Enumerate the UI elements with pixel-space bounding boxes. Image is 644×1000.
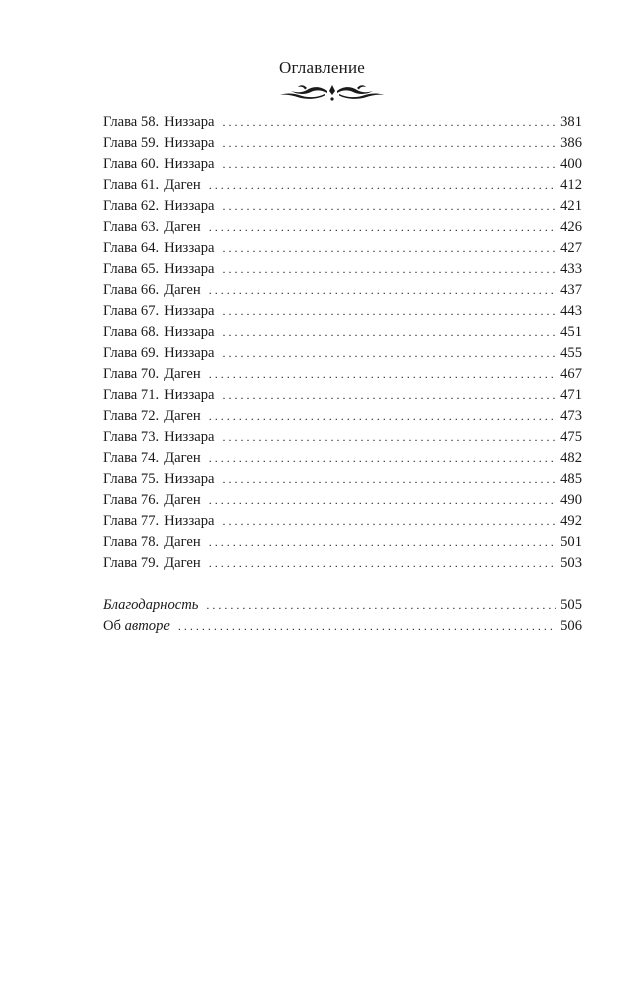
dot-leader bbox=[222, 343, 556, 364]
chapter-number: Глава 67. bbox=[103, 303, 160, 319]
page-number: 475 bbox=[560, 429, 582, 445]
page-number: 451 bbox=[560, 324, 582, 340]
dot-leader bbox=[222, 133, 556, 154]
toc-entry[interactable] bbox=[103, 532, 582, 553]
toc-entry[interactable] bbox=[103, 364, 582, 385]
page-number: 433 bbox=[560, 261, 582, 277]
chapter-label bbox=[103, 511, 214, 532]
dot-leader bbox=[222, 427, 556, 448]
chapter-number: Глава 66. bbox=[103, 282, 160, 298]
chapter-label bbox=[103, 133, 214, 154]
page-title: Оглавление bbox=[279, 58, 365, 77]
chapter-name: Низзара bbox=[164, 387, 215, 403]
dot-leader bbox=[222, 238, 556, 259]
chapter-label bbox=[103, 217, 201, 238]
chapter-name: Даген bbox=[164, 492, 201, 508]
chapter-number: Глава 72. bbox=[103, 408, 160, 424]
toc-entry[interactable] bbox=[103, 301, 582, 322]
chapter-name: Низзара bbox=[164, 240, 215, 256]
page-number: 492 bbox=[560, 513, 582, 529]
page-number: 505 bbox=[560, 597, 582, 613]
dot-leader bbox=[222, 154, 556, 175]
chapter-number: Глава 79. bbox=[103, 555, 160, 571]
chapter-label bbox=[103, 448, 201, 469]
chapter-label bbox=[103, 343, 214, 364]
dot-leader bbox=[222, 196, 556, 217]
dot-leader bbox=[222, 259, 556, 280]
dot-leader bbox=[209, 553, 556, 574]
chapter-label bbox=[103, 532, 201, 553]
dot-leader bbox=[209, 364, 556, 385]
chapter-name: Даген bbox=[164, 366, 201, 382]
toc-entry[interactable] bbox=[103, 259, 582, 280]
chapter-label bbox=[103, 301, 214, 322]
back-matter-prefix: Об bbox=[103, 618, 125, 634]
toc-entry[interactable] bbox=[103, 133, 582, 154]
chapter-number: Глава 76. bbox=[103, 492, 160, 508]
page-number: 501 bbox=[560, 534, 582, 550]
back-matter-title: Благодарность bbox=[103, 597, 199, 613]
dot-leader bbox=[222, 511, 556, 532]
chapter-name: Низзара bbox=[164, 345, 215, 361]
chapter-label bbox=[103, 364, 201, 385]
chapter-name: Низзара bbox=[164, 198, 215, 214]
toc-entry[interactable] bbox=[103, 196, 582, 217]
table-of-contents bbox=[103, 112, 582, 637]
chapter-label bbox=[103, 259, 214, 280]
toc-entry[interactable] bbox=[103, 343, 582, 364]
page-number: 386 bbox=[560, 135, 582, 151]
toc-entry[interactable] bbox=[103, 406, 582, 427]
page-number: 443 bbox=[560, 303, 582, 319]
toc-entry[interactable] bbox=[103, 490, 582, 511]
chapter-label bbox=[103, 112, 214, 133]
chapter-number: Глава 70. bbox=[103, 366, 160, 382]
dot-leader bbox=[222, 385, 556, 406]
chapter-label bbox=[103, 553, 201, 574]
chapter-name: Низзара bbox=[164, 513, 215, 529]
chapter-name: Низзара bbox=[164, 135, 215, 151]
toc-entry[interactable] bbox=[103, 385, 582, 406]
toc-entry[interactable] bbox=[103, 154, 582, 175]
spacer bbox=[103, 574, 582, 595]
page-number: 482 bbox=[560, 450, 582, 466]
chapter-number: Глава 71. bbox=[103, 387, 160, 403]
chapter-label bbox=[103, 469, 214, 490]
dot-leader bbox=[209, 217, 556, 238]
chapter-number: Глава 61. bbox=[103, 177, 160, 193]
back-matter-label bbox=[103, 616, 170, 637]
page-number: 455 bbox=[560, 345, 582, 361]
flourish-divider-icon bbox=[277, 82, 387, 104]
chapter-name: Даген bbox=[164, 282, 201, 298]
page-number: 485 bbox=[560, 471, 582, 487]
chapter-label bbox=[103, 175, 201, 196]
page-number: 437 bbox=[560, 282, 582, 298]
chapter-name: Низзара bbox=[164, 156, 215, 172]
page-number: 381 bbox=[560, 114, 582, 130]
chapter-number: Глава 69. bbox=[103, 345, 160, 361]
chapter-number: Глава 78. bbox=[103, 534, 160, 550]
page-number: 503 bbox=[560, 555, 582, 571]
page-number: 421 bbox=[560, 198, 582, 214]
chapter-name: Низзара bbox=[164, 324, 215, 340]
chapter-name: Низзара bbox=[164, 471, 215, 487]
chapter-number: Глава 63. bbox=[103, 219, 160, 235]
page-number: 427 bbox=[560, 240, 582, 256]
chapter-name: Низзара bbox=[164, 429, 215, 445]
chapter-number: Глава 64. bbox=[103, 240, 160, 256]
back-matter-label bbox=[103, 595, 198, 616]
page-number: 473 bbox=[560, 408, 582, 424]
chapter-number: Глава 60. bbox=[103, 156, 160, 172]
chapter-name: Даген bbox=[164, 555, 201, 571]
dot-leader bbox=[222, 322, 556, 343]
chapter-number: Глава 73. bbox=[103, 429, 160, 445]
dot-leader bbox=[209, 175, 556, 196]
chapter-name: Даген bbox=[164, 219, 201, 235]
back-matter-title: авторе bbox=[124, 618, 170, 634]
chapter-label bbox=[103, 154, 214, 175]
dot-leader bbox=[209, 532, 556, 553]
toc-entry[interactable] bbox=[103, 280, 582, 301]
chapter-number: Глава 68. bbox=[103, 324, 160, 340]
toc-entry[interactable] bbox=[103, 553, 582, 574]
chapter-label bbox=[103, 427, 214, 448]
chapter-name: Низзара bbox=[164, 303, 215, 319]
toc-entry[interactable] bbox=[103, 448, 582, 469]
page-number: 467 bbox=[560, 366, 582, 382]
chapter-name: Даген bbox=[164, 534, 201, 550]
chapter-number: Глава 74. bbox=[103, 450, 160, 466]
dot-leader bbox=[209, 448, 556, 469]
page-number: 490 bbox=[560, 492, 582, 508]
chapter-number: Глава 62. bbox=[103, 198, 160, 214]
chapter-name: Даген bbox=[164, 450, 201, 466]
chapter-label bbox=[103, 406, 201, 427]
dot-leader bbox=[222, 301, 556, 322]
chapter-number: Глава 58. bbox=[103, 114, 160, 130]
dot-leader bbox=[178, 616, 556, 637]
toc-entry[interactable] bbox=[103, 217, 582, 238]
chapter-label bbox=[103, 238, 214, 259]
dot-leader bbox=[209, 280, 556, 301]
chapter-label bbox=[103, 385, 214, 406]
chapter-number: Глава 59. bbox=[103, 135, 160, 151]
page-number: 426 bbox=[560, 219, 582, 235]
chapter-label bbox=[103, 196, 214, 217]
toc-entry-back-matter[interactable] bbox=[103, 595, 582, 616]
toc-entry[interactable] bbox=[103, 427, 582, 448]
chapter-number: Глава 65. bbox=[103, 261, 160, 277]
chapter-name: Низзара bbox=[164, 114, 215, 130]
toc-entry[interactable] bbox=[103, 175, 582, 196]
page-number: 471 bbox=[560, 387, 582, 403]
chapter-name: Даген bbox=[164, 177, 201, 193]
chapter-label bbox=[103, 280, 201, 301]
toc-entry-back-matter[interactable] bbox=[103, 616, 582, 637]
dot-leader bbox=[222, 469, 556, 490]
page-number: 400 bbox=[560, 156, 582, 172]
dot-leader bbox=[209, 406, 556, 427]
dot-leader bbox=[206, 595, 556, 616]
chapter-label bbox=[103, 322, 214, 343]
chapter-label bbox=[103, 490, 201, 511]
toc-entry[interactable] bbox=[103, 322, 582, 343]
dot-leader bbox=[222, 112, 556, 133]
toc-entry[interactable] bbox=[103, 238, 582, 259]
dot-leader bbox=[209, 490, 556, 511]
page-number: 412 bbox=[560, 177, 582, 193]
chapter-number: Глава 77. bbox=[103, 513, 160, 529]
chapter-name: Низзара bbox=[164, 261, 215, 277]
page-number: 506 bbox=[560, 618, 582, 634]
toc-entry[interactable] bbox=[103, 511, 582, 532]
toc-entry[interactable] bbox=[103, 469, 582, 490]
toc-entry[interactable] bbox=[103, 112, 582, 133]
chapter-name: Даген bbox=[164, 408, 201, 424]
chapter-number: Глава 75. bbox=[103, 471, 160, 487]
